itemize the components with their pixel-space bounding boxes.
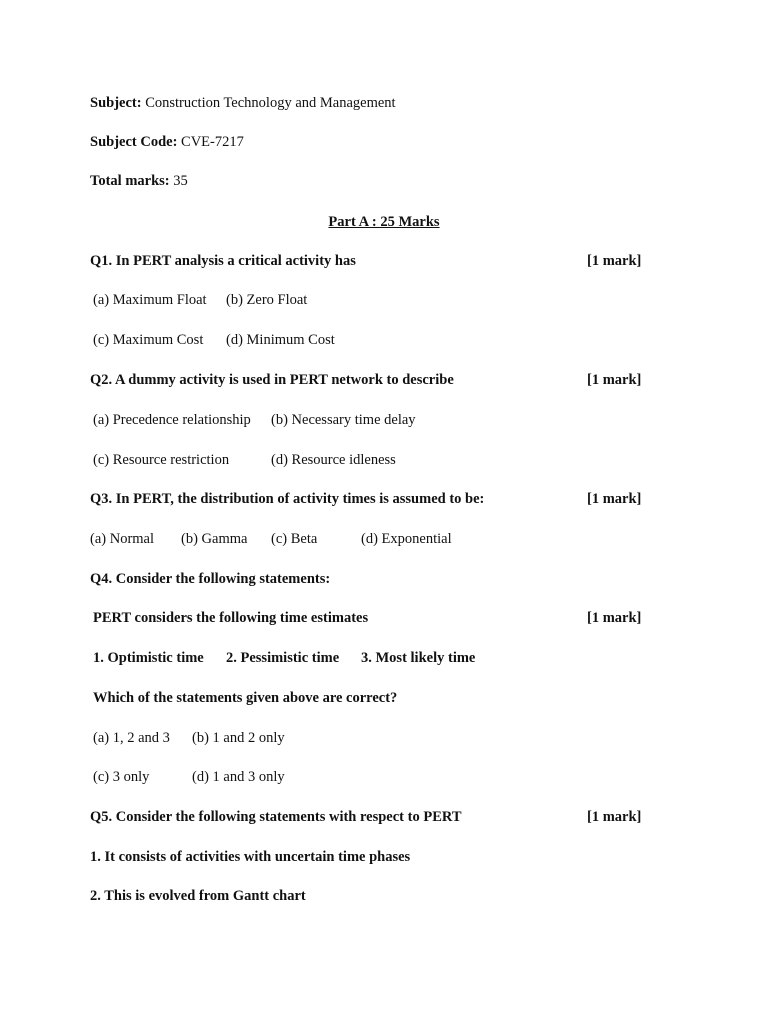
q4-option-b: (b) 1 and 2 only	[192, 730, 285, 746]
q4-option-c: (c) 3 only	[93, 769, 150, 785]
q1-option-d: (d) Minimum Cost	[226, 332, 335, 348]
q2-option-a: (a) Precedence relationship	[93, 412, 251, 428]
q4-option-d: (d) 1 and 3 only	[192, 769, 285, 785]
question-4-prompt: Which of the statements given above are correct?	[93, 690, 398, 706]
q3-option-b: (b) Gamma	[181, 531, 248, 547]
question-2-marks: [1 mark]	[587, 372, 642, 388]
q1-option-a: (a) Maximum Float	[93, 292, 207, 308]
subject-value: Construction Technology and Management	[145, 95, 396, 111]
q3-option-c: (c) Beta	[271, 531, 318, 547]
subject-line	[90, 94, 396, 112]
q5-statement-1: 1. It consists of activities with uncertain time phases	[90, 849, 411, 865]
total-marks-line	[90, 172, 188, 190]
q4-statement-3: 3. Most likely time	[361, 650, 476, 666]
subject-label: Subject:	[90, 95, 142, 111]
q1-option-c: (c) Maximum Cost	[93, 332, 204, 348]
q4-option-a: (a) 1, 2 and 3	[93, 730, 170, 746]
question-1-marks: [1 mark]	[587, 253, 642, 269]
question-4-marks: [1 mark]	[587, 610, 642, 626]
subject-code-line	[90, 133, 244, 151]
question-4: Q4. Consider the following statements:	[90, 571, 331, 587]
total-marks-value: 35	[173, 173, 188, 189]
question-4-subtext: PERT considers the following time estimates	[93, 610, 369, 626]
q5-statement-2: 2. This is evolved from Gantt chart	[90, 888, 306, 904]
question-2: Q2. A dummy activity is used in PERT network to describe	[90, 372, 454, 388]
question-3-marks: [1 mark]	[587, 491, 642, 507]
q2-option-d: (d) Resource idleness	[271, 452, 396, 468]
q3-option-a: (a) Normal	[90, 531, 155, 547]
question-3: Q3. In PERT, the distribution of activity times is assumed to be:	[90, 491, 485, 507]
q2-option-b: (b) Necessary time delay	[271, 412, 416, 428]
subject-code-value: CVE-7217	[181, 134, 244, 150]
q2-option-c: (c) Resource restriction	[93, 452, 230, 468]
q3-option-d: (d) Exponential	[361, 531, 452, 547]
question-1: Q1. In PERT analysis a critical activity has	[90, 253, 356, 269]
q1-option-b: (b) Zero Float	[226, 292, 308, 308]
q4-statement-2: 2. Pessimistic time	[226, 650, 340, 666]
question-5-marks: [1 mark]	[587, 809, 642, 825]
subject-code-label: Subject Code:	[90, 134, 178, 150]
part-title: Part A : 25 Marks	[328, 214, 440, 230]
question-5: Q5. Consider the following statements with respect to PERT	[90, 809, 462, 825]
q4-statement-1: 1. Optimistic time	[93, 650, 204, 666]
total-marks-label: Total marks:	[90, 173, 170, 189]
